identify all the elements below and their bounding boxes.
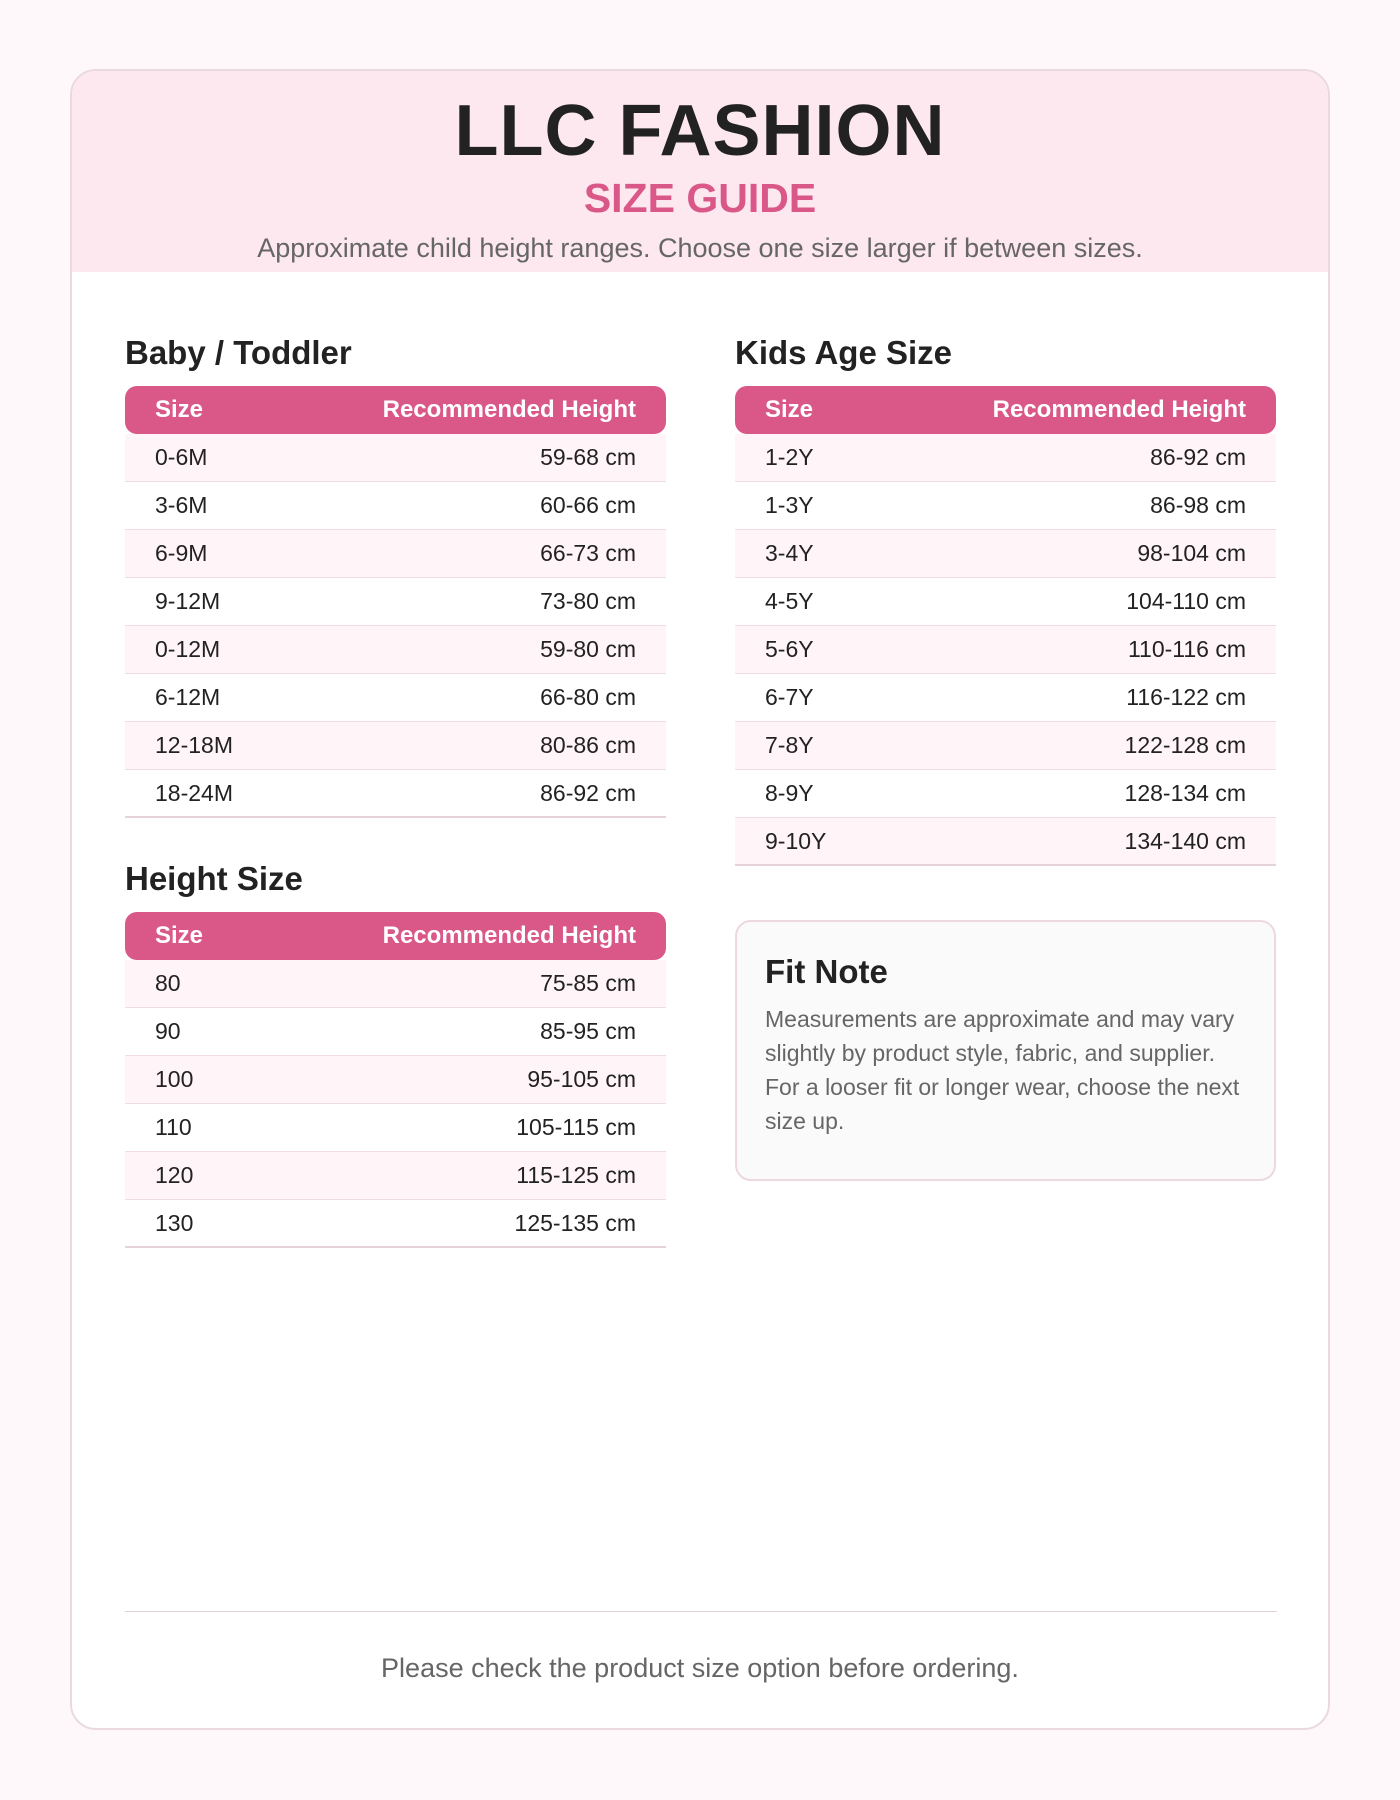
height-cell: 86-92 cm bbox=[540, 779, 636, 806]
table-row bbox=[125, 770, 666, 818]
baby-toddler-table bbox=[125, 386, 666, 818]
section-title-kids: Kids Age Size bbox=[735, 334, 952, 371]
table-row bbox=[125, 1152, 666, 1200]
column-header-height: Recommended Height bbox=[382, 396, 636, 423]
table-row bbox=[735, 530, 1276, 578]
size-cell: 3-4Y bbox=[765, 540, 814, 566]
height-cell: 73-80 cm bbox=[540, 588, 636, 614]
size-cell: 80 bbox=[155, 970, 181, 996]
kids-age-table bbox=[735, 386, 1276, 866]
table-row bbox=[125, 1104, 666, 1152]
brand-name: LLC FASHION bbox=[454, 91, 946, 171]
table-row bbox=[735, 674, 1276, 722]
height-cell: 80-86 cm bbox=[540, 732, 636, 758]
table-row bbox=[125, 722, 666, 770]
table-row bbox=[125, 482, 666, 530]
table-header bbox=[735, 386, 1276, 434]
height-cell: 128-134 cm bbox=[1124, 780, 1246, 806]
size-cell: 1-3Y bbox=[765, 492, 814, 518]
height-cell: 59-68 cm bbox=[540, 444, 636, 470]
height-cell: 104-110 cm bbox=[1126, 588, 1246, 614]
column-header-size: Size bbox=[765, 396, 814, 423]
page-subtitle: Approximate child height ranges. Choose one size larger if between sizes. bbox=[257, 233, 1143, 263]
table-row bbox=[735, 770, 1276, 818]
section-title-height: Height Size bbox=[125, 860, 303, 897]
height-cell: 95-105 cm bbox=[527, 1066, 636, 1092]
table-row bbox=[735, 818, 1276, 866]
footer-divider bbox=[125, 1611, 1277, 1612]
table-row bbox=[125, 1056, 666, 1104]
height-cell: 59-80 cm bbox=[540, 636, 636, 662]
column-header-height: Recommended Height bbox=[382, 922, 636, 949]
table-row bbox=[125, 1008, 666, 1056]
table-row bbox=[735, 434, 1276, 482]
height-cell: 86-98 cm bbox=[1150, 492, 1246, 518]
height-cell: 125-135 cm bbox=[514, 1209, 636, 1236]
size-cell: 5-6Y bbox=[765, 636, 814, 662]
height-size-table bbox=[125, 912, 666, 1248]
table-row bbox=[125, 530, 666, 578]
table-header bbox=[125, 386, 666, 434]
header bbox=[72, 71, 1328, 272]
table-row bbox=[735, 626, 1276, 674]
baby-toddler-section bbox=[125, 330, 666, 818]
right-column bbox=[735, 330, 1276, 1181]
size-cell: 110 bbox=[155, 1114, 192, 1140]
size-cell: 130 bbox=[155, 1209, 194, 1236]
size-cell: 12-18M bbox=[155, 732, 233, 758]
height-cell: 110-116 cm bbox=[1127, 636, 1246, 662]
height-cell: 86-92 cm bbox=[1150, 444, 1246, 470]
size-cell: 6-7Y bbox=[765, 684, 814, 710]
height-size-section bbox=[125, 856, 666, 1248]
table-row bbox=[735, 722, 1276, 770]
size-cell: 6-12M bbox=[155, 684, 221, 710]
height-cell: 116-122 cm bbox=[1126, 684, 1246, 710]
table-row bbox=[125, 434, 666, 482]
fit-note-title: Fit Note bbox=[765, 953, 888, 990]
height-cell: 66-80 cm bbox=[540, 684, 636, 710]
column-header-size: Size bbox=[155, 396, 204, 423]
section-title-baby: Baby / Toddler bbox=[125, 334, 352, 371]
height-cell: 98-104 cm bbox=[1137, 540, 1246, 566]
height-cell: 122-128 cm bbox=[1124, 732, 1246, 758]
table-row bbox=[125, 960, 666, 1008]
size-cell: 9-12M bbox=[155, 588, 221, 614]
size-cell: 18-24M bbox=[155, 779, 233, 806]
table-row bbox=[735, 578, 1276, 626]
size-cell: 1-2Y bbox=[765, 444, 814, 470]
table-row bbox=[735, 482, 1276, 530]
size-cell: 9-10Y bbox=[765, 827, 827, 854]
height-cell: 66-73 cm bbox=[540, 540, 636, 566]
height-cell: 134-140 cm bbox=[1124, 827, 1246, 854]
size-cell: 4-5Y bbox=[765, 588, 814, 614]
height-cell: 85-95 cm bbox=[540, 1018, 636, 1044]
size-cell: 120 bbox=[155, 1162, 194, 1188]
table-body bbox=[125, 434, 666, 818]
size-cell: 0-12M bbox=[155, 636, 221, 662]
fit-note-box bbox=[735, 920, 1276, 1181]
size-cell: 0-6M bbox=[155, 444, 208, 470]
size-cell: 90 bbox=[155, 1018, 181, 1044]
size-cell: 3-6M bbox=[155, 492, 208, 518]
height-cell: 115-125 cm bbox=[516, 1162, 636, 1188]
height-cell: 105-115 cm bbox=[516, 1114, 636, 1140]
table-row bbox=[125, 1200, 666, 1248]
kids-age-section bbox=[735, 330, 1276, 866]
table-row bbox=[125, 674, 666, 722]
size-guide-card bbox=[70, 69, 1330, 1730]
left-column bbox=[125, 330, 666, 1248]
page-title: SIZE GUIDE bbox=[583, 175, 817, 221]
size-cell: 8-9Y bbox=[765, 780, 814, 806]
size-cell: 7-8Y bbox=[765, 732, 814, 758]
size-cell: 6-9M bbox=[155, 540, 208, 566]
table-body bbox=[125, 960, 666, 1248]
table-header bbox=[125, 912, 666, 960]
height-cell: 75-85 cm bbox=[540, 970, 636, 996]
column-header-height: Recommended Height bbox=[992, 396, 1246, 423]
table-row bbox=[125, 626, 666, 674]
column-header-size: Size bbox=[155, 922, 204, 949]
size-cell: 100 bbox=[155, 1066, 194, 1092]
fit-note-text: Measurements are approximate and may vary slightly by product style, fabric, and supplier. For a looser fit or longer wear, choose the next size up. bbox=[765, 1006, 1240, 1134]
footer-text: Please check the product size option before ordering. bbox=[381, 1653, 1019, 1683]
height-cell: 60-66 cm bbox=[540, 492, 636, 518]
table-body bbox=[735, 434, 1276, 866]
table-row bbox=[125, 578, 666, 626]
